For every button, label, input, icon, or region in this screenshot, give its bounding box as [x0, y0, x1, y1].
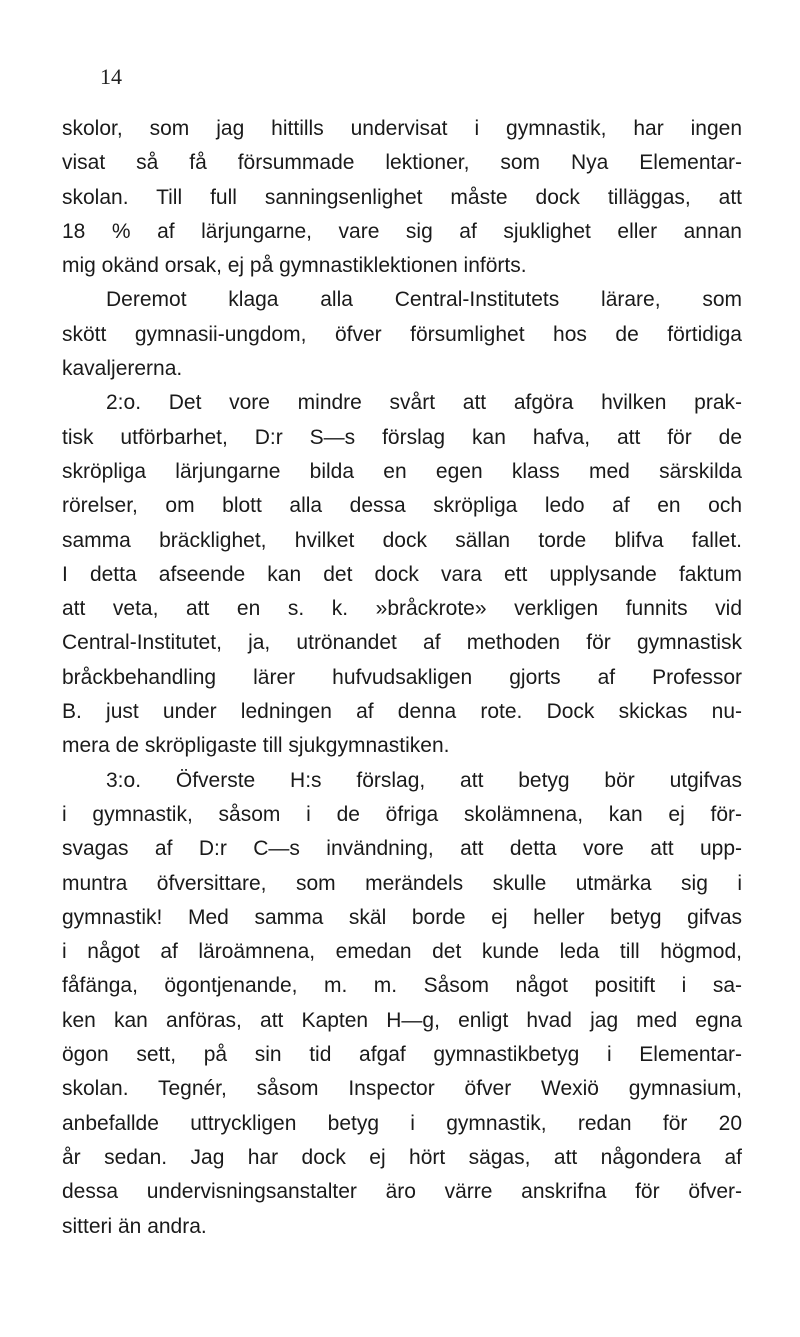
text-line: visat så få försummade lektioner, som Nya Elementar- [62, 151, 742, 175]
text-line: fåfänga, ögontjenande, m. m. Såsom något positift i sa- [62, 974, 742, 998]
page-number: 14 [100, 64, 122, 89]
text-line: I detta afseende kan det dock vara ett upplysande faktum [62, 562, 742, 586]
text-line: anbefallde uttryckligen betyg i gymnastik, redan för 20 [62, 1111, 742, 1135]
text-line: ken kan anföras, att Kapten H—g, enligt hvad jag med egna [62, 1008, 742, 1032]
text-line: dessa undervisningsanstalter äro värre anskrifna för öfver- [62, 1180, 742, 1204]
text-line: skolan. Till full sanningsenlighet måste dock tilläggas, att [62, 185, 742, 209]
text-line: 2:o. Det vore mindre svårt att afgöra hvilken prak- [106, 391, 742, 415]
text-line: att veta, att en s. k. »bråckrote» verkligen funnits vid [62, 597, 742, 621]
text-line: bråckbehandling lärer hufvudsakligen gjorts af Professor [62, 665, 742, 689]
text-line: 18 % af lärjungarne, vare sig af sjuklighet eller annan [62, 219, 742, 243]
text-line: i gymnastik, såsom i de öfriga skolämnena, kan ej för- [62, 802, 742, 826]
text-line: skröpliga lärjungarne bilda en egen klass med särskilda [62, 459, 742, 483]
text-line: rörelser, om blott alla dessa skröpliga ledo af en och [62, 494, 742, 518]
text-line: i något af läroämnena, emedan det kunde leda till högmod, [62, 940, 742, 964]
text-line: skolor, som jag hittills undervisat i gymnastik, har ingen [62, 117, 742, 140]
text-line: ögon sett, på sin tid afgaf gymnastikbetyg i Elementar- [62, 1043, 742, 1067]
text-line: B. just under ledningen af denna rote. Dock skickas nu- [62, 700, 742, 724]
text-line: mig okänd orsak, ej på gymnastiklektionen införts. [62, 254, 527, 278]
text-line: skolan. Tegnér, såsom Inspector öfver Wexiö gymnasium, [62, 1077, 742, 1101]
text-line: svagas af D:r C—s invändning, att detta vore att upp- [62, 837, 742, 861]
text-line: mera de skröpligaste till sjukgymnastiken. [62, 734, 450, 758]
text-line: år sedan. Jag har dock ej hört sägas, att någondera af [62, 1145, 742, 1169]
text-line: sitteri än andra. [62, 1214, 207, 1238]
text-line: Central-Institutet, ja, utrönandet af methoden för gymnastisk [62, 631, 742, 655]
text-line: muntra öfversittare, som merändels skulle utmärka sig i [62, 871, 742, 895]
text-line: tisk utförbarhet, D:r S—s förslag kan hafva, att för de [62, 425, 742, 449]
body-text [62, 112, 742, 1244]
text-line: samma bräcklighet, hvilket dock sällan torde blifva fallet. [62, 528, 742, 552]
text-line: gymnastik! Med samma skäl borde ej heller betyg gifvas [62, 905, 742, 929]
text-line: 3:o. Öfverste H:s förslag, att betyg bör utgifvas [106, 768, 742, 792]
text-line: Deremot klaga alla Central-Institutets lärare, som [106, 288, 742, 312]
text-line: kavaljererna. [62, 357, 183, 381]
text-line: skött gymnasii-ungdom, öfver försumlighet hos de förtidiga [62, 322, 742, 346]
